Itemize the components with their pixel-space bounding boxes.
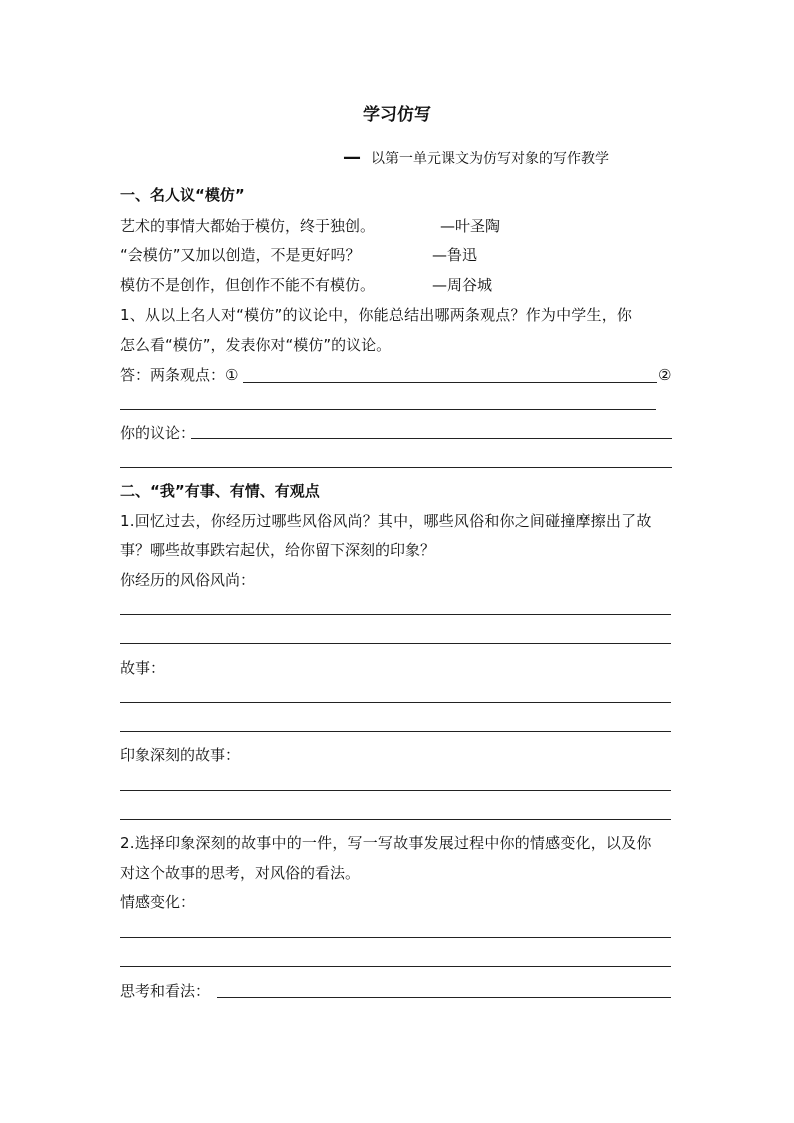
viewpoint-2-mark: ②	[658, 366, 672, 384]
question-2-1-text: 1.回忆过去，你经历过哪些风俗风尚？其中，哪些风俗和你之间碰撞摩擦出了故	[120, 512, 652, 530]
impressive-story-label: 印象深刻的故事：	[120, 746, 241, 764]
opinion-label: 你的议论：	[120, 424, 196, 442]
story-label: 故事：	[120, 659, 166, 677]
customs-blank-line[interactable]	[120, 614, 671, 615]
thoughts-label: 思考和看法：	[120, 982, 211, 1000]
question-2-1-text-cont: 事？哪些故事跌宕起伏，给你留下深刻的印象？	[120, 541, 436, 559]
subtitle-text: 以第一单元课文为仿写对象的写作教学	[371, 151, 609, 167]
emotion-blank-line[interactable]	[120, 937, 671, 938]
story-blank-line[interactable]	[120, 702, 671, 703]
thoughts-blank[interactable]	[217, 997, 671, 998]
customs-blank-line[interactable]	[120, 643, 671, 644]
question-1-text: 1、从以上名人对“模仿”的议论中，你能总结出哪两条观点？作为中学生，你	[120, 306, 633, 324]
question-1-text-cont: 怎么看“模仿”，发表你对“模仿”的议论。	[120, 336, 392, 354]
quote-author: —周谷城	[432, 276, 493, 294]
quote-text: 艺术的事情大都始于模仿，终于独创。	[120, 217, 376, 235]
customs-label: 你经历的风俗风尚：	[120, 571, 256, 589]
question-2-2-text-cont: 对这个故事的思考，对风俗的看法。	[120, 864, 361, 882]
quote-author: —鲁迅	[432, 246, 478, 264]
answer-label: 答：两条观点：①	[120, 366, 239, 384]
page-subtitle	[343, 149, 609, 168]
opinion-blank[interactable]	[191, 438, 672, 439]
emotion-blank-line[interactable]	[120, 966, 671, 967]
subtitle-dash: —	[343, 147, 361, 168]
emotion-label: 情感变化：	[120, 893, 196, 911]
story-blank-line[interactable]	[120, 731, 671, 732]
page-title: 学习仿写	[363, 105, 431, 125]
quote-text: 模仿不是创作，但创作不能不有模仿。	[120, 276, 376, 294]
viewpoint-2-blank[interactable]	[120, 409, 656, 410]
question-2-2-text: 2.选择印象深刻的故事中的一件，写一写故事发展过程中你的情感变化，以及你	[120, 834, 652, 852]
quote-author: —叶圣陶	[440, 217, 501, 235]
impressive-story-blank-line[interactable]	[120, 790, 671, 791]
opinion-blank-line[interactable]	[120, 467, 672, 468]
section2-heading: 二、“我”有事、有情、有观点	[120, 482, 320, 500]
viewpoint-1-blank[interactable]	[243, 382, 657, 383]
impressive-story-blank-line[interactable]	[120, 819, 671, 820]
section1-heading: 一、名人议“模仿”	[120, 186, 245, 204]
quote-text: “会模仿”又加以创造，不是更好吗？	[120, 246, 361, 264]
